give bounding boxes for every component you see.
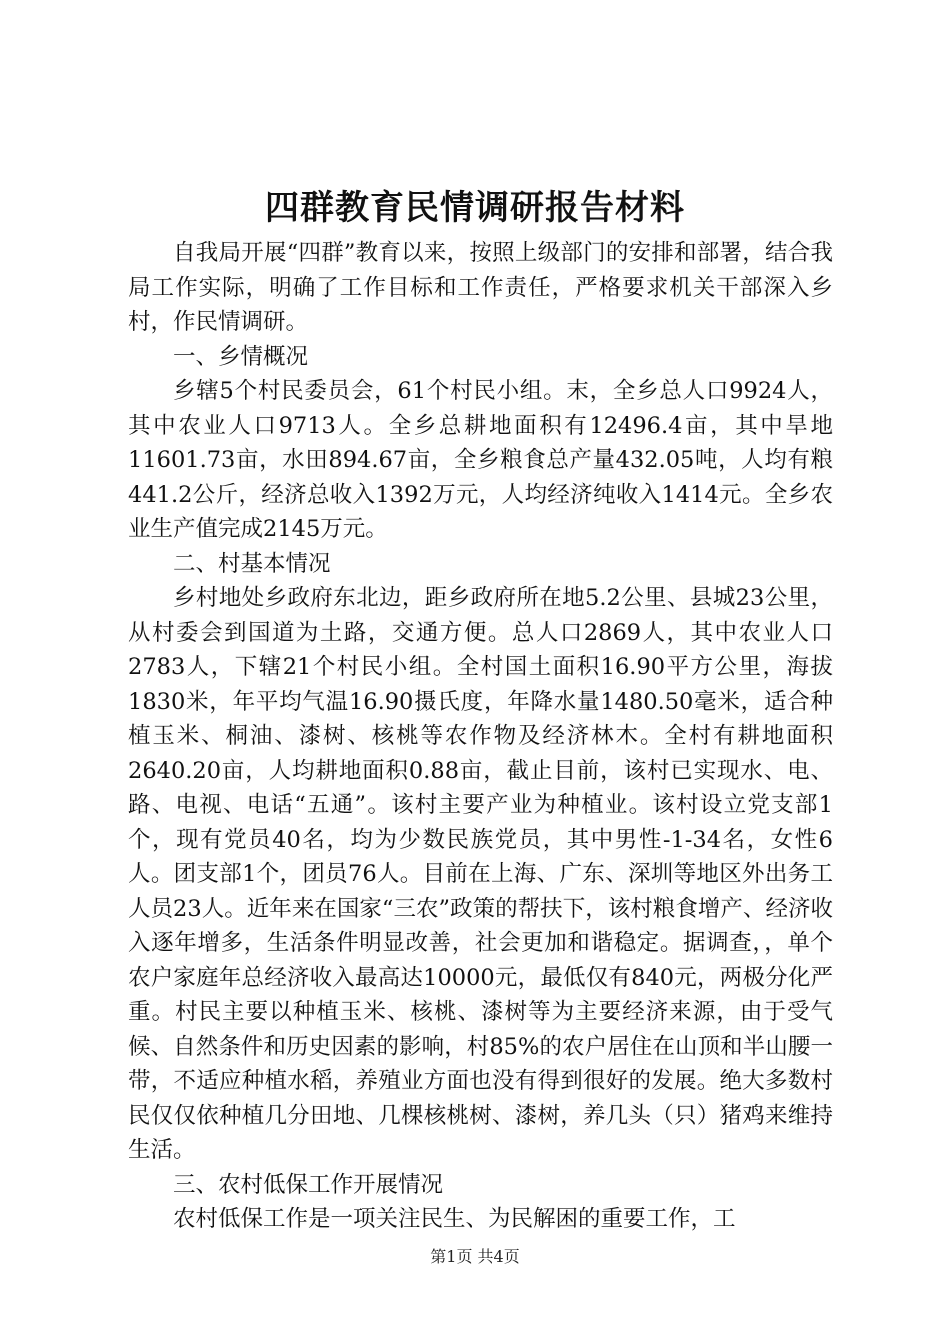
document-title: 四群教育民情调研报告材料	[265, 188, 685, 228]
section-heading-rural-welfare: 三、农村低保工作开展情况	[173, 1171, 444, 1198]
intro-paragraph: 自我局开展“四群”教育以来，按照上级部门的安排和部署，结合我局工作实际，明确了工作目标和工作责任，严格要求机关干部深入乡村，作民情调研。	[128, 240, 833, 335]
village-basics-paragraph: 乡村地处乡政府东北边，距乡政府所在地5.2公里、县城23公里，从村委会到国道为土路，交通方便。总人口2869人，其中农业人口2783人，下辖21个村民小组。全村国土面积16.90平方公里，海拔1830米，年平均气温16.90摄氏度，年降水量1480.50毫米，适合种植玉米、桐油、漆树、核桃等农作物及经济林木。全村有耕地面积2640.20亩，人均耕地面积0.88亩，截止目前，该村已实现水、电、路、电视、电话“五通”。该村主要产业为种植业。该村设立党支部1个，现有党员40名，均为少数民族党员，其中男性-1-34名，女性6人。团支部1个，团员76人。目前在上海、广东、深圳等地区外出务工人员23人。近年来在国家“三农”政策的帮扶下，该村粮食增产、经济收入逐年增多，生活条件明显改善，社会更加和谐稳定。据调查，，单个农户家庭年总经济收入最高达10000元，最低仅有840元，两极分化严重。村民主要以种植玉米、核桃、漆树等为主要经济来源，由于受气候、自然条件和历史因素的影响，村85%的农户居住在山顶和半山腰一带，不适应种植水稻，养殖业方面也没有得到很好的发展。绝大多数村民仅仅依种植几分田地、几棵核桃树、漆树，养几头（只）猪鸡来维持生活。	[128, 585, 833, 1163]
rural-welfare-paragraph: 农村低保工作是一项关注民生、为民解困的重要工作，工	[173, 1206, 736, 1232]
document-body	[128, 236, 833, 1237]
section-heading-village-basics: 二、村基本情况	[173, 550, 331, 577]
township-overview-paragraph: 乡辖5个村民委员会，61个村民小组。末，全乡总人口9924人，其中农业人口9713人。全乡总耕地面积有12496.4亩，其中旱地11601.73亩，水田894.67亩，全乡粮食总产量432.05吨，人均有粮441.2公斤，经济总收入1392万元，人均经济纯收入1414元。全乡农业生产值完成2145万元。	[128, 378, 833, 542]
page-number-footer: 第1页 共4页	[430, 1247, 520, 1266]
section-heading-township-overview: 一、乡情概况	[173, 343, 309, 370]
